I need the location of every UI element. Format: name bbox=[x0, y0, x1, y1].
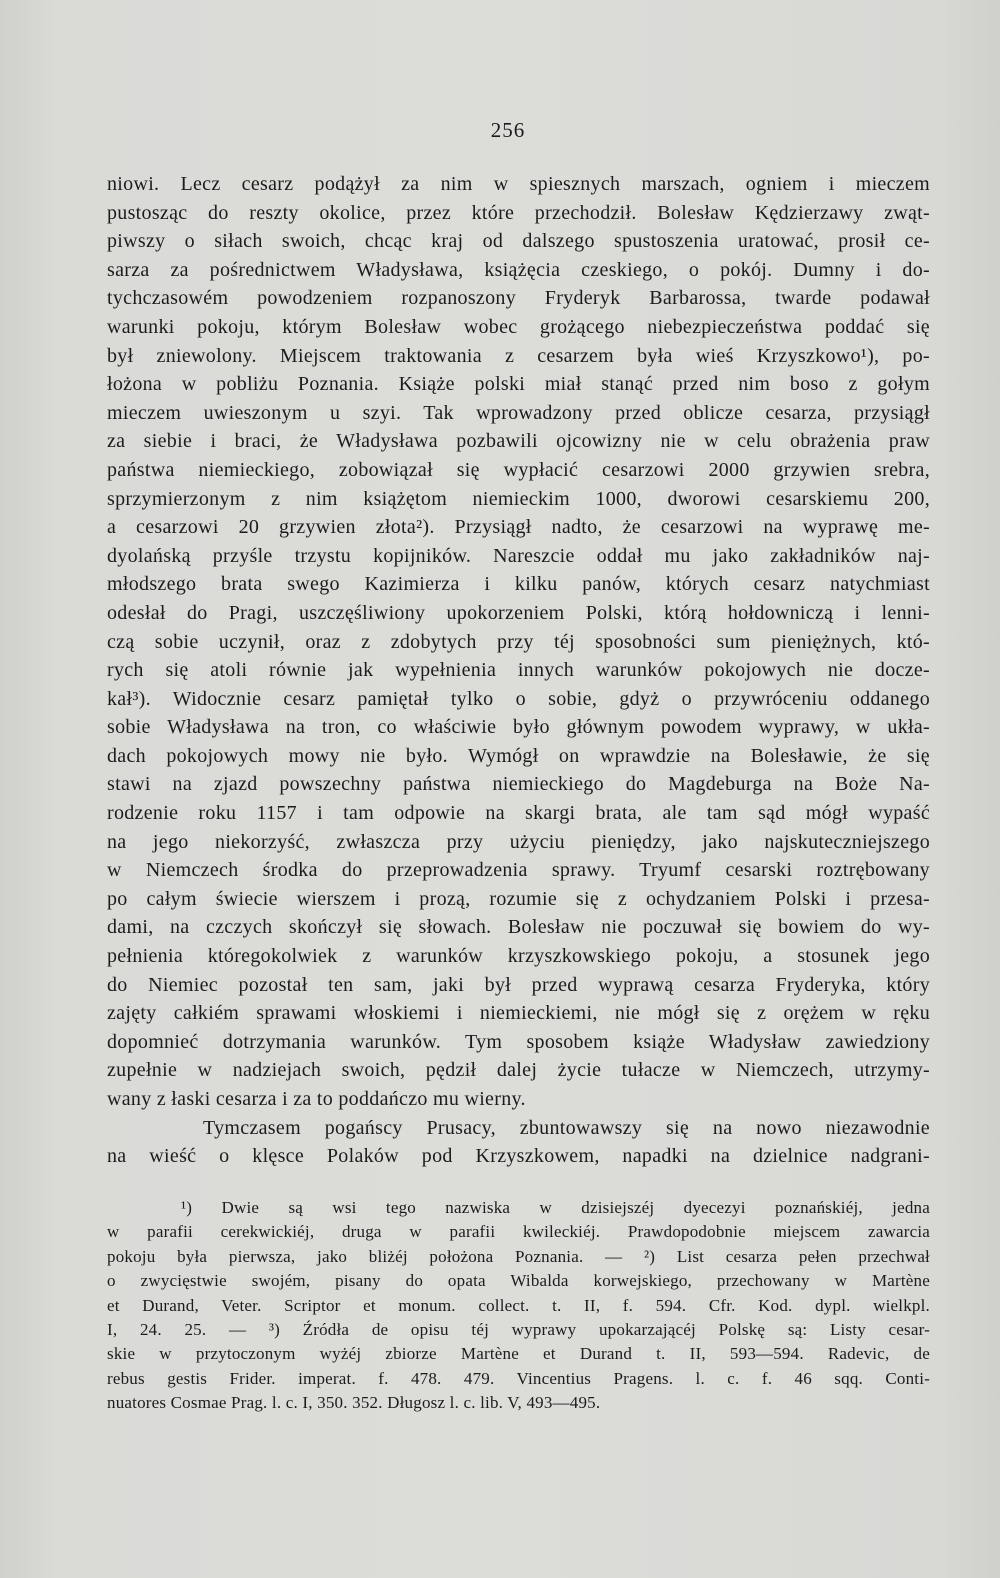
text-line: dach pokojowych mowy nie było. Wymógł on wprawdzie na Bolesławie, że się bbox=[107, 744, 930, 767]
footnote-line: nuatores Cosmae Prag. l. c. I, 350. 352. Długosz l. c. lib. V, 493—495. bbox=[107, 1393, 601, 1413]
page-number: 256 bbox=[490, 118, 526, 142]
footnote-line: ¹) Dwie są wsi tego nazwiska w dzisiejszéj dyecezyi poznańskiéj, jedna bbox=[181, 1198, 930, 1217]
text-line: sprzymierzonym z nim książętom niemieckim 1000, dworowi cesarskiemu 200, bbox=[107, 487, 930, 510]
text-line: odesłał do Pragi, uszczęśliwiony upokorzeniem Polski, którą hołdowniczą i lenni- bbox=[107, 601, 930, 624]
text-line: był zniewolony. Miejscem traktowania z cesarzem była wieś Krzyszkowo¹), po- bbox=[107, 344, 930, 367]
text-line: stawi na zjazd powszechny państwa niemieckiego do Magdeburga na Boże Na- bbox=[107, 773, 930, 796]
text-line: sobie Władysława na tron, co właściwie było głównym powodem wyprawy, w ukła- bbox=[107, 716, 930, 739]
text-line: a cesarzowi 20 grzywien złota²). Przysiągł nadto, że cesarzowi na wyprawę me- bbox=[107, 516, 930, 539]
text-line: dyolańską przyśle trzystu kopijników. Nareszcie oddał mu jako zakładników naj- bbox=[107, 544, 930, 567]
text-line: rych się atoli równie jak wypełnienia innych warunków pokojowych nie docze- bbox=[107, 659, 930, 682]
main-text bbox=[107, 170, 930, 1171]
text-line: do Niemiec pozostał ten sam, jaki był przed wyprawą cesarza Fryderyka, który bbox=[107, 973, 930, 996]
footnote-line: o zwycięstwie swojém, pisany do opata Wibalda korwejskiego, przechowany w Martène bbox=[107, 1271, 930, 1291]
text-line: za siebie i braci, że Władysława pozbawili ojcowizny nie w celu obrażenia praw bbox=[107, 430, 930, 453]
text-line: tychczasowém powodzeniem rozpanoszony Fryderyk Barbarossa, twarde podawał bbox=[107, 287, 930, 310]
text-line: zajęty całkiém sprawami włoskiemi i niemieckiemi, nie mógł się z orężem w ręku bbox=[107, 1002, 930, 1025]
text-line: pełnienia któregokolwiek z warunków krzyszkowskiego pokoju, a stosunek jego bbox=[107, 945, 930, 968]
text-line: warunki pokoju, którym Bolesław wobec grożącego niebezpieczeństwa poddać się bbox=[107, 315, 930, 338]
footnote-line: w parafii cerekwickiéj, druga w parafii kwileckiéj. Prawdopodobnie miejscem zawarcia bbox=[107, 1222, 930, 1242]
text-line: mieczem uwieszonym u szyi. Tak wprowadzony przed oblicze cesarza, przysiągł bbox=[107, 401, 930, 424]
text-line: kał³). Widocznie cesarz pamiętał tylko o sobie, gdyż o przywróceniu oddanego bbox=[107, 687, 930, 710]
text-line: dami, na czczych skończył się słowach. Bolesław nie poczuwał się bowiem do wy- bbox=[107, 916, 930, 939]
text-line: rodzenie roku 1157 i tam odpowie na skargi brata, ale tam sąd mógł wypaść bbox=[107, 802, 930, 825]
text-line: dopomnieć dotrzymania warunków. Tym sposobem książe Władysław zawiedziony bbox=[107, 1030, 930, 1053]
text-line: na jego niekorzyść, zwłaszcza przy użyciu pieniędzy, jako najskuteczniejszego bbox=[107, 830, 930, 853]
text-line: łożona w pobliżu Poznania. Książe polski miał stanąć przed nim boso z gołym bbox=[107, 373, 930, 396]
text-line: młodszego brata swego Kazimierza i kilku panów, których cesarz natychmiast bbox=[107, 573, 930, 596]
footnotes bbox=[107, 1196, 930, 1416]
footnote-line: I, 24. 25. — ³) Źródła de opisu téj wyprawy upokarzającéj Polskę są: Listy cesar- bbox=[107, 1320, 930, 1340]
footnote-line: et Durand, Veter. Scriptor et monum. collect. t. II, f. 594. Cfr. Kod. dypl. wielkpl. bbox=[107, 1295, 930, 1315]
text-line: na wieść o klęsce Polaków pod Krzyszkowem, napadki na dzielnice nadgrani- bbox=[107, 1145, 930, 1168]
text-line: państwa niemieckiego, zobowiązał się wypłacić cesarzowi 2000 grzywien srebra, bbox=[107, 458, 930, 481]
text-line: piwszy o siłach swoich, chcąc kraj od dalszego spustoszenia uratować, prosił ce- bbox=[107, 230, 930, 253]
text-line: sarza za pośrednictwem Władysława, książęcia czeskiego, o pokój. Dumny i do- bbox=[107, 258, 930, 281]
text-line: Tymczasem pogańscy Prusacy, zbuntowawszy się na nowo niezawodnie bbox=[203, 1116, 930, 1139]
text-line: niowi. Lecz cesarz podążył za nim w spiesznych marszach, ogniem i mieczem bbox=[107, 173, 930, 195]
footnote-line: skie w przytoczonym wyżéj zbiorze Martène et Durand t. II, 593—594. Radevic, de bbox=[107, 1344, 930, 1364]
text-line: czą sobie uczynił, oraz z zdobytych przy téj sposobności sum pieniężnych, któ- bbox=[107, 630, 930, 653]
footnote-line: pokoju była pierwsza, jako bliżéj położona Poznania. — ²) List cesarza pełen przechwał bbox=[107, 1246, 930, 1266]
text-line: pustosząc do reszty okolice, przez które przechodził. Bolesław Kędzierzawy zwąt- bbox=[107, 201, 930, 224]
text-line: wany z łaski cesarza i za to poddańczo mu wierny. bbox=[107, 1088, 526, 1110]
text-line: w Niemczech środka do przeprowadzenia sprawy. Tryumf cesarski roztrębowany bbox=[107, 859, 930, 882]
text-line: po całym świecie wierszem i prozą, rozumie się z ochydzaniem Polski i przesa- bbox=[107, 887, 930, 910]
text-line: zupełnie w nadziejach swoich, pędził dalej życie tułacze w Niemczech, utrzymy- bbox=[107, 1059, 930, 1082]
footnote-line: rebus gestis Frider. imperat. f. 478. 479. Vincentius Pragens. l. c. f. 46 sqq. Conti- bbox=[107, 1368, 930, 1388]
